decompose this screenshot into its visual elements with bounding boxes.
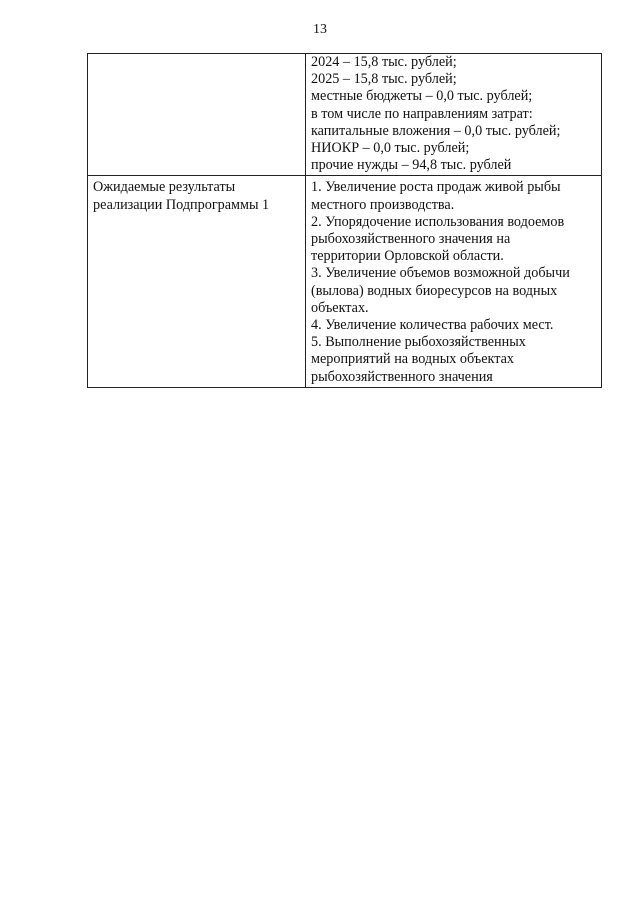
table-row xyxy=(88,54,602,176)
funding-line: прочие нужды – 94,8 тыс. рублей xyxy=(311,157,512,174)
result-item-line: 4. Увеличение количества рабочих мест. xyxy=(311,317,554,334)
funding-line: местные бюджеты – 0,0 тыс. рублей; xyxy=(311,88,533,105)
result-item-line: рыбохозяйственного значения xyxy=(311,368,493,385)
result-item-line: территории Орловской области. xyxy=(311,248,504,265)
funding-line: НИОКР – 0,0 тыс. рублей; xyxy=(311,140,470,157)
result-item-line: объектах. xyxy=(311,299,369,316)
result-item-line: 3. Увеличение объемов возможной добычи xyxy=(311,265,570,282)
result-item xyxy=(311,317,597,334)
result-item-line: 1. Увеличение роста продаж живой рыбы xyxy=(311,179,561,196)
result-item-line: (вылова) водных биоресурсов на водных xyxy=(311,282,558,299)
program-table xyxy=(87,53,602,388)
result-item xyxy=(311,179,597,213)
funding-line: 2025 – 15,8 тыс. рублей; xyxy=(311,71,457,88)
results-list-cell xyxy=(306,176,602,387)
result-item-line: мероприятий на водных объектах xyxy=(311,351,514,368)
results-label-line: Ожидаемые результаты xyxy=(93,179,236,196)
result-item-line: 5. Выполнение рыбохозяйственных xyxy=(311,334,526,351)
results-label-cell xyxy=(88,176,306,387)
results-label-line: реализации Подпрограммы 1 xyxy=(93,196,270,213)
result-item-line: 2. Упорядочение использования водоемов xyxy=(311,213,565,230)
funding-line: 2024 – 15,8 тыс. рублей; xyxy=(311,54,457,70)
result-item xyxy=(311,334,597,386)
result-item xyxy=(311,265,597,317)
page-number: 13 xyxy=(313,22,327,37)
result-item-line: местного производства. xyxy=(311,196,455,213)
table-cell-empty xyxy=(88,54,306,176)
funding-line: в том числе по направлениям затрат: xyxy=(311,105,533,122)
funding-line: капитальные вложения – 0,0 тыс. рублей; xyxy=(311,122,561,139)
result-item xyxy=(311,214,597,266)
result-item-line: рыбохозяйственного значения на xyxy=(311,231,511,248)
table-row xyxy=(88,176,602,387)
funding-cell xyxy=(306,54,602,176)
